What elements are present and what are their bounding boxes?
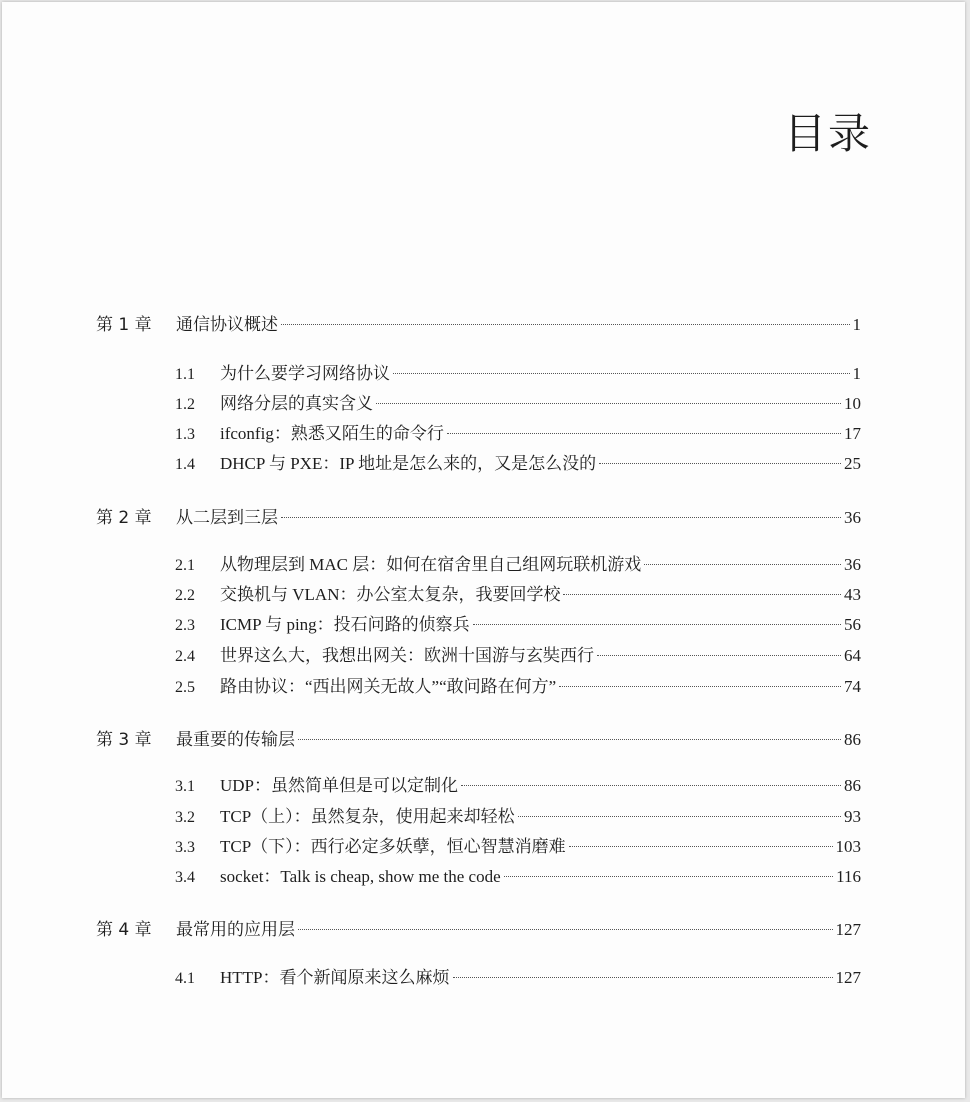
- page-number: 127: [835, 920, 861, 939]
- section-title: 为什么要学习网络协议: [220, 364, 390, 383]
- page-number: 36: [844, 508, 861, 527]
- page-number: 86: [844, 730, 861, 749]
- page-number: 86: [844, 776, 861, 795]
- section-number: 1.4: [175, 456, 195, 473]
- section-number: 2.1: [175, 557, 195, 574]
- page-number: 10: [844, 394, 861, 413]
- dot-leader: [599, 463, 841, 464]
- dot-leader: [563, 594, 841, 595]
- section-number: 2.4: [175, 648, 195, 665]
- section-number: 1.3: [175, 426, 195, 443]
- toc-section-row: [175, 421, 861, 447]
- toc-section-row: [175, 674, 861, 700]
- section-number: 2.2: [175, 587, 195, 604]
- toc-section-row: [175, 552, 861, 578]
- dot-leader: [597, 655, 841, 656]
- page-number: 93: [844, 807, 861, 826]
- chapter-number: 第 3 章: [96, 730, 152, 750]
- toc-section-row: [175, 834, 861, 860]
- toc-section-row: [175, 965, 861, 991]
- section-title: 交换机与 VLAN：办公室太复杂，我要回学校: [220, 585, 561, 604]
- chapter-title: 最常用的应用层: [176, 920, 295, 940]
- section-title: TCP（上）：虽然复杂，使用起来却轻松: [220, 807, 515, 826]
- dot-leader: [453, 977, 833, 978]
- book-page: [2, 2, 965, 1098]
- dot-leader: [447, 433, 841, 434]
- section-title: 路由协议：“西出网关无故人”“敢问路在何方”: [220, 677, 557, 696]
- section-number: 2.3: [175, 617, 195, 634]
- dot-leader: [298, 739, 841, 740]
- toc-section-row: [175, 582, 861, 608]
- toc-section-row: [175, 864, 861, 890]
- page-number: 36: [844, 555, 861, 574]
- chapter-number: 第 2 章: [96, 508, 152, 528]
- section-title: HTTP：看个新闻原来这么麻烦: [220, 968, 450, 987]
- dot-leader: [644, 564, 841, 565]
- section-number: 4.1: [175, 970, 195, 987]
- toc-chapter-row: [96, 727, 861, 753]
- section-number: 3.4: [175, 869, 195, 886]
- page-number: 1: [852, 315, 861, 334]
- dot-leader: [281, 324, 850, 325]
- page-number: 17: [844, 424, 861, 443]
- chapter-number: 第 4 章: [96, 920, 152, 940]
- section-title: DHCP 与 PXE：IP 地址是怎么来的，又是怎么没的: [220, 454, 597, 473]
- dot-leader: [298, 929, 833, 930]
- page-number: 1: [852, 364, 861, 383]
- page-title: 目录: [784, 109, 873, 158]
- page-number: 43: [844, 585, 861, 604]
- dot-leader: [393, 373, 850, 374]
- toc-section-row: [175, 391, 861, 417]
- page-number: 74: [844, 677, 861, 696]
- chapter-title: 最重要的传输层: [176, 730, 295, 750]
- page-number: 116: [836, 867, 861, 886]
- dot-leader: [376, 403, 841, 404]
- page-number: 25: [844, 454, 861, 473]
- table-of-contents: [2, 2, 965, 1098]
- toc-chapter-row: [96, 505, 861, 531]
- chapter-title: 从二层到三层: [176, 508, 278, 528]
- section-number: 3.2: [175, 809, 195, 826]
- dot-leader: [461, 785, 841, 786]
- page-number: 56: [844, 615, 861, 634]
- section-number: 2.5: [175, 679, 195, 696]
- dot-leader: [504, 876, 833, 877]
- chapter-title: 通信协议概述: [176, 315, 278, 335]
- section-title: 网络分层的真实含义: [220, 394, 373, 413]
- page-number: 64: [844, 646, 861, 665]
- section-title: socket：Talk is cheap, show me the code: [220, 867, 501, 886]
- section-number: 1.2: [175, 396, 195, 413]
- section-number: 3.1: [175, 778, 195, 795]
- section-title: 从物理层到 MAC 层：如何在宿舍里自己组网玩联机游戏: [220, 555, 642, 574]
- section-title: ifconfig：熟悉又陌生的命令行: [220, 424, 444, 443]
- dot-leader: [518, 816, 841, 817]
- page-number: 103: [835, 837, 861, 856]
- dot-leader: [569, 846, 833, 847]
- section-number: 1.1: [175, 366, 195, 383]
- dot-leader: [559, 686, 841, 687]
- dot-leader: [281, 517, 841, 518]
- section-title: ICMP 与 ping：投石问路的侦察兵: [220, 615, 470, 634]
- toc-section-row: [175, 612, 861, 638]
- toc-section-row: [175, 643, 861, 669]
- section-title: 世界这么大，我想出网关：欧洲十国游与玄奘西行: [220, 646, 594, 665]
- toc-section-row: [175, 804, 861, 830]
- toc-section-row: [175, 773, 861, 799]
- toc-chapter-row: [96, 917, 861, 943]
- toc-section-row: [175, 361, 861, 387]
- dot-leader: [473, 624, 841, 625]
- section-title: TCP（下）：西行必定多妖孽，恒心智慧消磨难: [220, 837, 566, 856]
- page-number: 127: [835, 968, 861, 987]
- toc-chapter-row: [96, 312, 861, 338]
- section-number: 3.3: [175, 839, 195, 856]
- chapter-number: 第 1 章: [96, 315, 152, 335]
- toc-section-row: [175, 451, 861, 477]
- section-title: UDP：虽然简单但是可以定制化: [220, 776, 459, 795]
